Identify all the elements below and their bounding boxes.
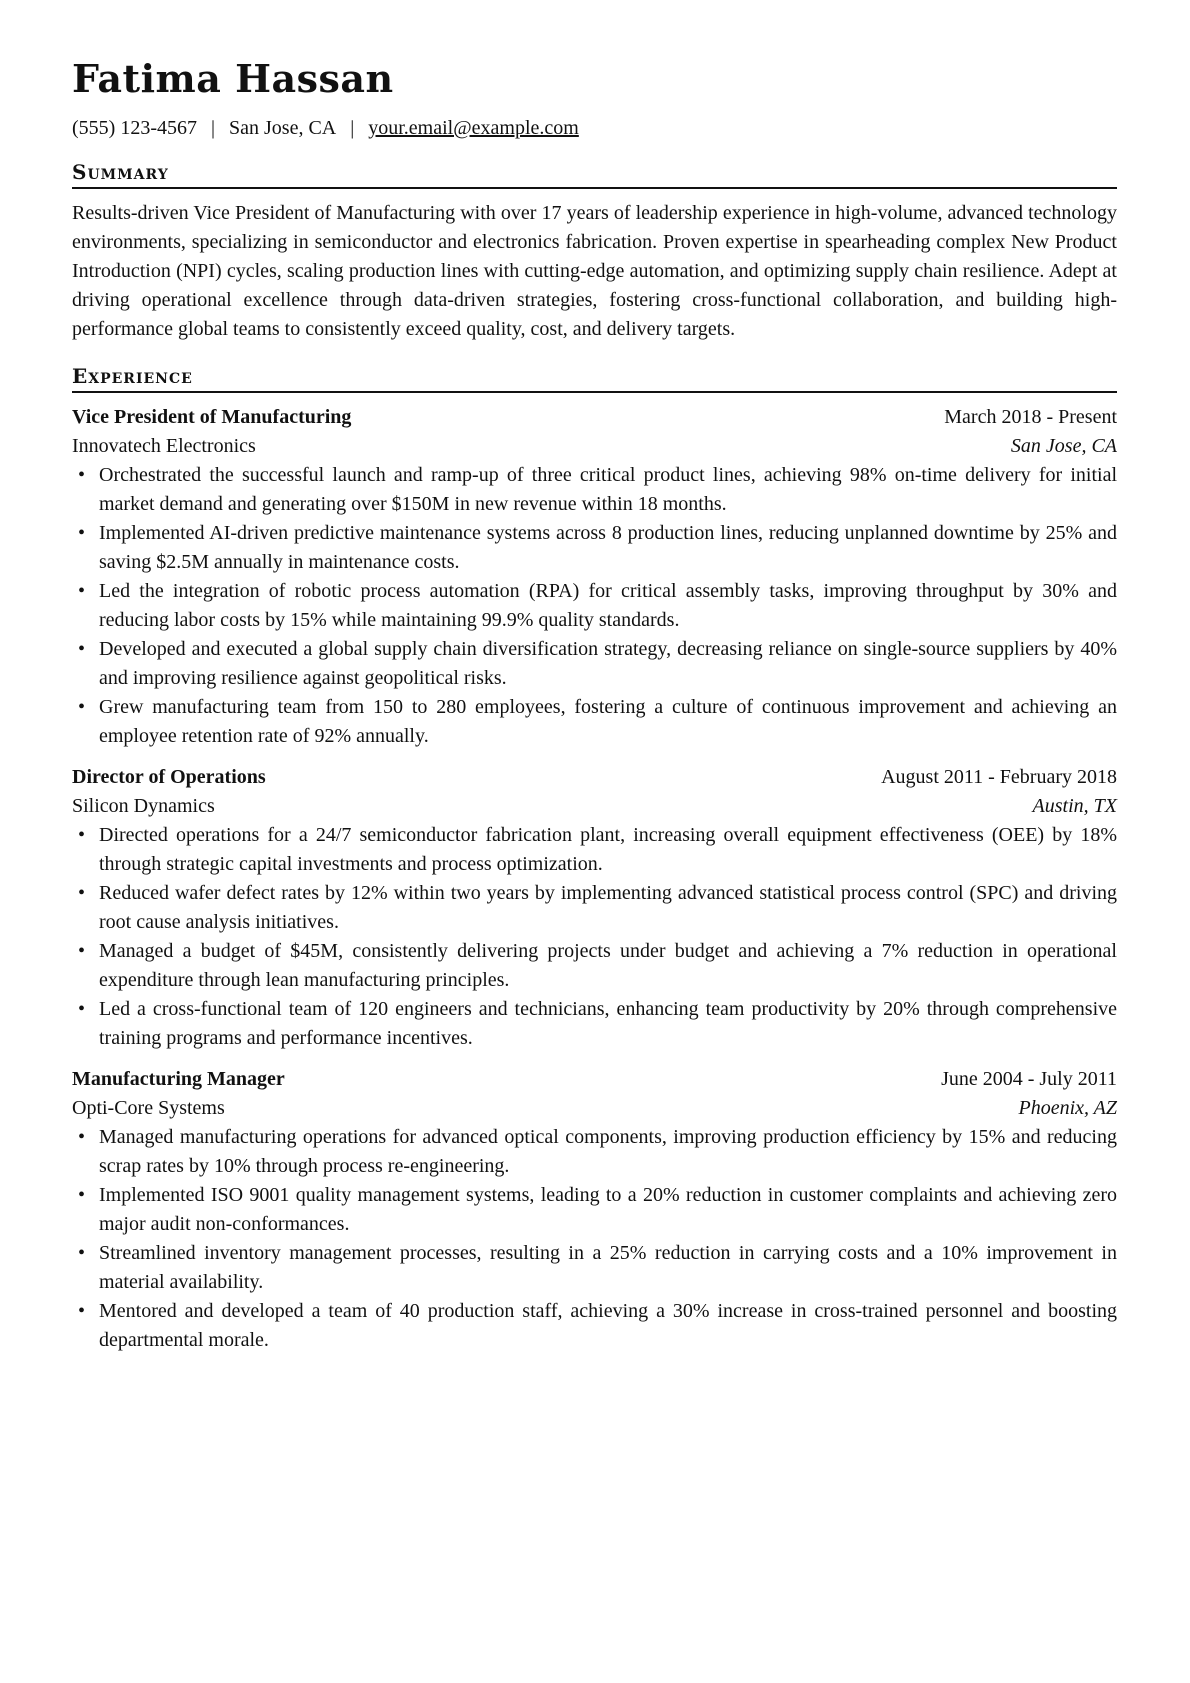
resume-page — [72, 58, 1117, 1355]
contact-location: San Jose, CA — [229, 116, 337, 139]
bullet-text: Orchestrated the successful launch and ramp-up of three critical product lines, achieving 98% on-time delivery for initial market demand and generating over $150M in new revenue within 18 months. — [99, 463, 1117, 515]
bullet-icon: • — [78, 939, 86, 962]
bullet-icon: • — [78, 997, 86, 1020]
job-entry — [72, 1065, 1117, 1355]
job-company-row — [72, 432, 1117, 461]
bullet-icon: • — [78, 1183, 86, 1206]
job-dates: August 2011 - February 2018 — [881, 765, 1117, 788]
job-title: Director of Operations — [72, 765, 266, 788]
bullet-text: Mentored and developed a team of 40 production staff, achieving a 30% increase in cross-trained personnel and boosting departmental morale. — [99, 1299, 1117, 1351]
bullet-text: Implemented ISO 9001 quality management systems, leading to a 20% reduction in customer complaints and achieving zero major audit non-conformances. — [99, 1183, 1117, 1235]
contact-separator: | — [210, 116, 215, 139]
bullet-text: Grew manufacturing team from 150 to 280 employees, fostering a culture of continuous improvement and achieving an employee retention rate of 92% annually. — [99, 695, 1117, 747]
job-entry — [72, 763, 1117, 1053]
bullet-icon: • — [78, 695, 86, 718]
bullet-text: Directed operations for a 24/7 semiconductor fabrication plant, increasing overall equipment effectiveness (OEE) by 18% through strategic capital investments and process optimization. — [99, 823, 1117, 875]
bullet-text: Managed manufacturing operations for advanced optical components, improving production efficiency by 15% and reducing scrap rates by 10% through process re-engineering. — [99, 1125, 1117, 1177]
bullet-item — [72, 461, 1117, 519]
bullet-item — [72, 519, 1117, 577]
job-header-row — [72, 403, 1117, 432]
summary-text: Results-driven Vice President of Manufacturing with over 17 years of leadership experience in high-volume, advanced technology environments, specializing in semiconductor and electronics fabrication. Proven expertise in spearheading complex New Product Introduction (NPI) cycles, scaling production lines with cutting-edge automation, and optimizing supply chain resilience. Adept at driving operational excellence through data-driven strategies, fostering cross-functional collaboration, and building high-performance global teams to consistently exceed quality, cost, and delivery targets. — [72, 201, 1117, 340]
bullet-text: Led a cross-functional team of 120 engineers and technicians, enhancing team productivity by 20% through comprehensive training programs and performance incentives. — [99, 997, 1117, 1049]
bullet-text: Reduced wafer defect rates by 12% within two years by implementing advanced statistical process control (SPC) and driving root cause analysis initiatives. — [99, 881, 1117, 933]
bullet-icon: • — [78, 1241, 86, 1264]
bullet-item — [72, 1181, 1117, 1239]
job-company: Innovatech Electronics — [72, 434, 256, 457]
bullet-item — [72, 577, 1117, 635]
phone-number: (555) 123-4567 — [72, 116, 197, 139]
job-header-row — [72, 1065, 1117, 1094]
bullet-icon: • — [78, 1299, 86, 1322]
job-title: Vice President of Manufacturing — [72, 405, 352, 428]
bullet-icon: • — [78, 823, 86, 846]
contact-line — [72, 116, 1117, 140]
job-company-row — [72, 792, 1117, 821]
bullet-icon: • — [78, 637, 86, 660]
job-bullets — [72, 461, 1117, 751]
job-title: Manufacturing Manager — [72, 1067, 285, 1090]
summary-heading: Summary — [72, 160, 1117, 189]
candidate-name: Fatima Hassan — [72, 56, 394, 101]
bullet-item — [72, 937, 1117, 995]
bullet-item — [72, 693, 1117, 751]
bullet-icon: • — [78, 463, 86, 486]
job-header-row — [72, 763, 1117, 792]
bullet-item — [72, 1123, 1117, 1181]
job-company: Silicon Dynamics — [72, 794, 215, 817]
experience-heading: Experience — [72, 364, 1117, 393]
bullet-text: Managed a budget of $45M, consistently delivering projects under budget and achieving a 7% reduction in operational expenditure through lean manufacturing principles. — [99, 939, 1117, 991]
bullet-item — [72, 821, 1117, 879]
bullet-item — [72, 635, 1117, 693]
bullet-icon: • — [78, 881, 86, 904]
bullet-text: Implemented AI-driven predictive maintenance systems across 8 production lines, reducing unplanned downtime by 25% and saving $2.5M annually in maintenance costs. — [99, 521, 1117, 573]
job-bullets — [72, 821, 1117, 1053]
bullet-text: Developed and executed a global supply chain diversification strategy, decreasing reliance on single-source suppliers by 40% and improving resilience against geopolitical risks. — [99, 637, 1117, 689]
job-bullets — [72, 1123, 1117, 1355]
job-company-row — [72, 1094, 1117, 1123]
experience-list — [72, 403, 1117, 1355]
email-link[interactable]: your.email@example.com — [368, 116, 579, 139]
bullet-icon: • — [78, 521, 86, 544]
job-entry — [72, 403, 1117, 751]
bullet-item — [72, 995, 1117, 1053]
bullet-icon: • — [78, 1125, 86, 1148]
contact-separator: | — [350, 116, 355, 139]
job-location: Phoenix, AZ — [1018, 1096, 1117, 1119]
bullet-item — [72, 879, 1117, 937]
job-location: Austin, TX — [1032, 794, 1117, 817]
job-dates: March 2018 - Present — [944, 405, 1117, 428]
bullet-item — [72, 1239, 1117, 1297]
job-company: Opti-Core Systems — [72, 1096, 225, 1119]
job-location: San Jose, CA — [1010, 434, 1117, 457]
job-dates: June 2004 - July 2011 — [941, 1067, 1117, 1090]
bullet-text: Streamlined inventory management processes, resulting in a 25% reduction in carrying costs and a 10% improvement in material availability. — [99, 1241, 1117, 1293]
bullet-icon: • — [78, 579, 86, 602]
bullet-text: Led the integration of robotic process automation (RPA) for critical assembly tasks, improving throughput by 30% and reducing labor costs by 15% while maintaining 99.9% quality standards. — [99, 579, 1117, 631]
bullet-item — [72, 1297, 1117, 1355]
